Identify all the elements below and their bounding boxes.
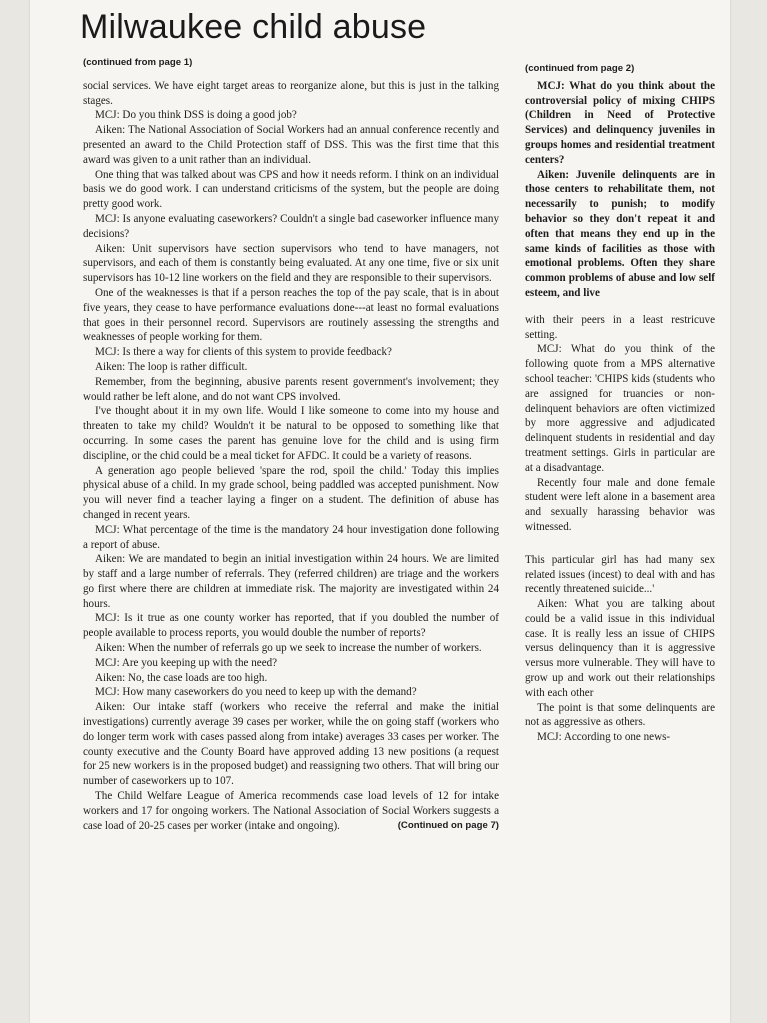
continued-from-label-left: (continued from page 1) bbox=[83, 57, 193, 68]
paragraph: MCJ: How many caseworkers do you need to keep up with the demand? bbox=[95, 686, 417, 699]
paragraph: A generation ago people believed 'spare the rod, spoil the child.' Today this implies physical abuse of a child. In my grade school, being paddled was accepted punishment. Now you will never find a teacher laying a finger on a student. The definition of abuse has changed in recent years. bbox=[83, 464, 499, 521]
continued-from-label-right: (continued from page 2) bbox=[525, 63, 635, 74]
right-paragraphs-b bbox=[525, 553, 715, 745]
paragraph: MCJ: According to one news- bbox=[537, 731, 671, 744]
paragraph: Aiken: When the number of referrals go up we seek to increase the number of workers. bbox=[95, 642, 482, 655]
paragraph: MCJ: What percentage of the time is the mandatory 24 hour investigation done following a report of abuse. bbox=[83, 523, 499, 551]
paragraph: MCJ: Is it true as one county worker has reported, that if you doubled the number of people available to process reports, you would double the number of reports? bbox=[83, 612, 499, 640]
paragraph: MCJ: Do you think DSS is doing a good job? bbox=[95, 109, 297, 122]
headline: Milwaukee child abuse bbox=[80, 8, 427, 46]
column-gap bbox=[525, 301, 715, 313]
paragraph: This particular girl has had many sex related issues (incest) to deal with and has recently threatened suicide...' bbox=[525, 553, 715, 596]
right-column bbox=[525, 62, 715, 745]
column-gap bbox=[525, 535, 715, 553]
paragraph: Remember, from the beginning, abusive parents resent government's involvement; they would rather be left alone, and do not want CPS involved. bbox=[83, 375, 499, 403]
paragraph: Aiken: The National Association of Social Workers had an annual conference recently and presented an award to the Child Protection staff of DSS. This was the first time that this award was given to a unit rather than an individual. bbox=[83, 124, 499, 166]
paragraph: Recently four male and done female student were left alone in a basement area and sexually harassing behavior was witnessed. bbox=[525, 476, 715, 533]
paragraph: social services. We have eight target areas to reorganize alone, but this is just in the talking stages. bbox=[83, 79, 499, 107]
paragraph: with their peers in a least restricuve setting. bbox=[525, 313, 715, 341]
paragraph: MCJ: Is anyone evaluating caseworkers? Couldn't a single bad caseworker influence many decisions? bbox=[83, 212, 499, 240]
paragraph: Aiken: Juvenile delinquents are in those centers to rehabilitate them, not necessarily to punish; to modify behavior so they don't repeat it and often that means they end up in the same kinds of facilities as those with emotional problems. Often they share common problems of abuse and low self esteem, and live bbox=[525, 168, 715, 299]
paragraph: Aiken: What you are talking about could be a valid issue in this individual case. It is really less an issue of CHIPS versus delinquency than it is aggressive versus more vulnerable. They will have to grow up and work out their relationships with each other bbox=[525, 598, 715, 699]
paragraph: MCJ: What do you think of the following quote from a MPS alternative school teacher: 'CHIPS kids (students who are assigned for truancies or non-delinquent behaviors are often victimized by more aggressive and adjudicated delinquent students in residential and day treatment settings. Girls in particular are at a disadvantage. bbox=[525, 343, 715, 474]
paragraph: One of the weaknesses is that if a person reaches the top of the pay scale, that is in about five years, they cease to have performance evaluations done---at least no formal evaluations that goes in their personnel record. Supervisors are routinely assessing the strengths and weaknesses of people working for them. bbox=[83, 286, 499, 344]
paragraph: One thing that was talked about was CPS and how it needs reform. I think on an individual basis we do good work. I can understand criticisms of the system, but the people are doing pretty good work. bbox=[83, 168, 499, 211]
paragraph: The Child Welfare League of America recommends case load levels of 12 for intake workers and 17 for ongoing workers. The National Association of Social Workers suggests a case load of 20-25 cases per worker (intake and ongoing). (Continued on page 7) bbox=[83, 790, 499, 832]
continued-on-label: (Continued on page 7) bbox=[397, 819, 499, 831]
left-paragraphs bbox=[83, 79, 499, 834]
newspaper-page bbox=[30, 0, 730, 1023]
paragraph: MCJ: Is there a way for clients of this system to provide feedback? bbox=[95, 346, 392, 359]
paragraph: Aiken: Unit supervisors have section supervisors who tend to have managers, not supervisors, and each of them is constantly being evaluated. At any one time, five or six unit supervisors has 10-12 line workers on the field and they are responsible to their supervisors. bbox=[83, 242, 499, 285]
paragraph: MCJ: What do you think about the controversial policy of mixing CHIPS (Children in Need of Protective Services) and delinquency juveniles in groups homes and residential treatment centers? bbox=[525, 79, 715, 166]
paragraph: Aiken: The loop is rather difficult. bbox=[95, 360, 248, 373]
left-column bbox=[83, 56, 499, 833]
paragraph: Aiken: No, the case loads are too high. bbox=[95, 671, 268, 684]
paragraph: The point is that some delinquents are not as aggressive as others. bbox=[525, 701, 715, 729]
paragraph: MCJ: Are you keeping up with the need? bbox=[95, 656, 278, 669]
right-bold-paragraphs bbox=[525, 79, 715, 301]
paragraph: Aiken: We are mandated to begin an initial investigation within 24 hours. We are limited by staff and a large number of referrals. They (referred children) are triage and the workers go first where there are children at immediate risk. The majority are investigated within 24 hours. bbox=[83, 553, 499, 610]
paragraph: I've thought about it in my own life. Would I like someone to come into my house and threaten to take my child? Wouldn't it be natural to be opposed to something like that occurring. In some cases the parent has genuine love for the child and is using firm discipline, or the chid could be a meal ticket for AFDC. It could be a variety of reasons. bbox=[83, 405, 499, 462]
right-paragraphs-a bbox=[525, 313, 715, 535]
paragraph: Aiken: Our intake staff (workers who receive the referral and make the initial investigations) currently average 39 cases per worker, while the on going staff (workers who do longer term work with cases passed along from intake) averages 33 cases per worker. The county executive and the County Board have approved adding 13 new positions (a request for 25 new workers is in the proposed budget) and reassigning two others. That will bring our number of caseworkers up to 107. bbox=[83, 701, 499, 788]
